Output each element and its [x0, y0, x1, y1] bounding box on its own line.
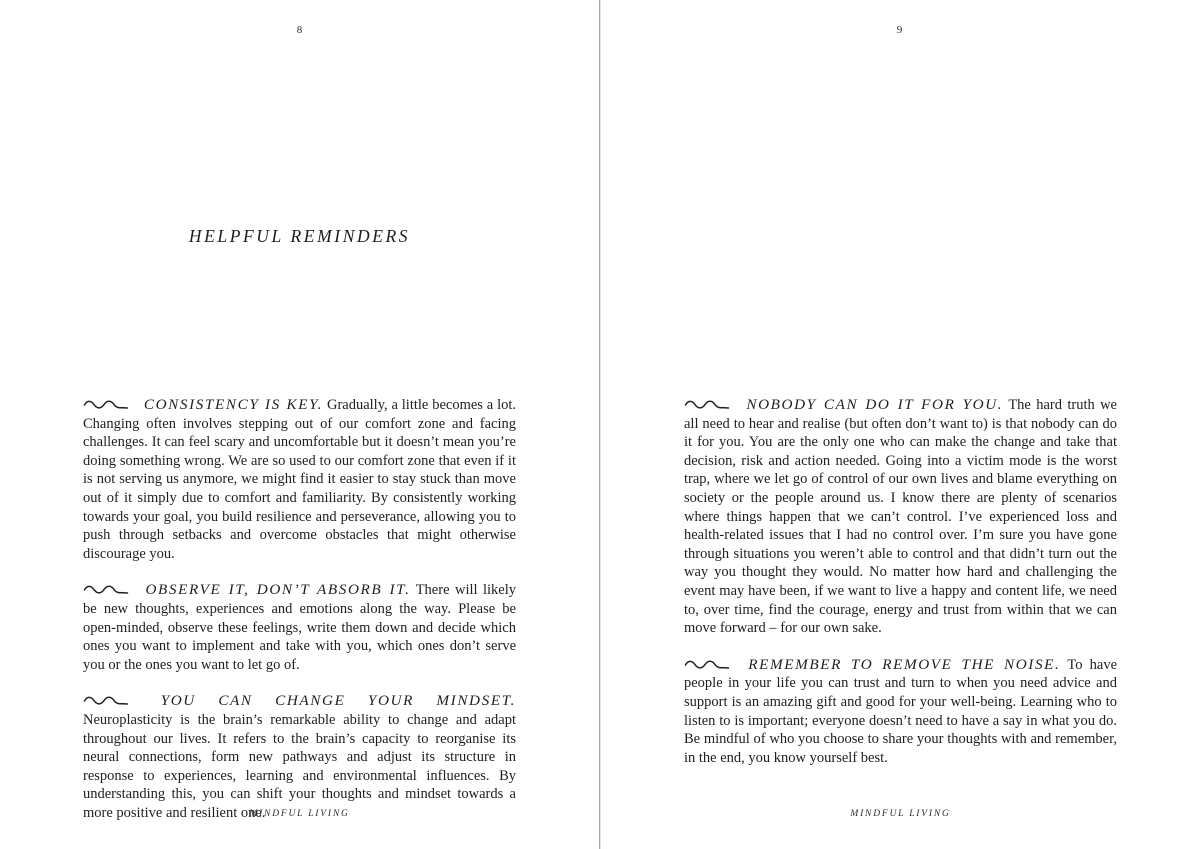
paragraph-lead: OBSERVE IT, DON’T ABSORB IT.	[145, 581, 411, 599]
right-text-block	[684, 396, 1117, 767]
running-footer-left: MINDFUL LIVING	[249, 809, 350, 819]
squiggle-ornament-icon	[684, 399, 730, 410]
squiggle-ornament-icon	[83, 584, 129, 595]
squiggle-ornament-icon	[684, 659, 730, 670]
paragraph-body: To have people in your life you can trust and turn to when you need advice and support is an amazing gift and good for your well-being. Learning who to listen to is important; everyone doesn’t need to have a say in what you do. Be mindful of who you choose to share your thoughts with and remember, in the end, you know yourself best.	[684, 656, 1118, 766]
paragraph	[83, 692, 516, 822]
paragraph-lead: REMEMBER TO REMOVE THE NOISE.	[748, 655, 1061, 673]
paragraph-body: Neuroplasticity is the brain’s remarkable ability to change and adapt throughout our lives. It refers to the brain’s capacity to reorganise its neural connections, form new pathways and adjust its structure in response to experiences, learning and environmental influences. By understanding this, you can shift your thoughts and mindset towards a more positive and resilient one.	[83, 711, 516, 821]
squiggle-ornament-icon	[83, 399, 129, 410]
page-number-left: 8	[296, 24, 303, 36]
left-text-block	[83, 396, 516, 822]
running-footer-right: MINDFUL LIVING	[850, 809, 951, 819]
chapter-heading: HELPFUL REMINDERS	[188, 226, 411, 246]
paragraph-body: There will likely be new thoughts, experiences and emotions along the way. Please be open-minded, observe these feelings, write them down and decide which ones you want to implement and take with you, which ones don’t serve you or the ones you want to let go of.	[83, 582, 517, 673]
paragraph-lead: CONSISTENCY IS KEY.	[143, 396, 324, 413]
paragraph-body: The hard truth we all need to hear and realise (but often don’t want to) is that nobody can do it for you. You are the only one who can make the change and take that decision, risk and action needed. Going into a victim mode is the worst trap, where we let go of control of our own lives and blame everything on society or the people around us. I know there are plenty of scenarios where things happen that we can’t control. I’ve experienced loss and health-related issues that I had no control over. I’m sure you have gone through situations you weren’t able to control and that didn’t turn out the way you thought they would. No matter how hard and challenging the event may have been, if we want to live a happy and content life, we need to, over time, find the courage, energy and trust from within that we can move forward – for our own sake.	[684, 397, 1117, 637]
squiggle-ornament-icon	[83, 695, 129, 706]
paragraph-lead: YOU CAN CHANGE YOUR MINDSET.	[160, 692, 517, 710]
paragraph-body: Gradually, a little becomes a lot. Changing often involves stepping out of our comfort zone and facing challenges. It can feel scary and uncomfortable but it doesn’t mean you’re doing something wrong. We are so used to our comfort zone that even if it is not serving us anymore, we might find it easier to stay stuck than move out of it simply due to comfort and familiarity. By consistently working towards your goal, you build resilience and perseverance, allowing you to push through setbacks and overcome obstacles that might otherwise discourage you.	[83, 397, 517, 562]
page-right	[600, 0, 1200, 849]
paragraph	[684, 396, 1117, 638]
paragraph	[684, 656, 1117, 768]
page-number-right: 9	[896, 24, 903, 36]
paragraph	[83, 396, 516, 563]
paragraph	[83, 581, 516, 674]
paragraph-lead: NOBODY CAN DO IT FOR YOU.	[746, 396, 1004, 413]
